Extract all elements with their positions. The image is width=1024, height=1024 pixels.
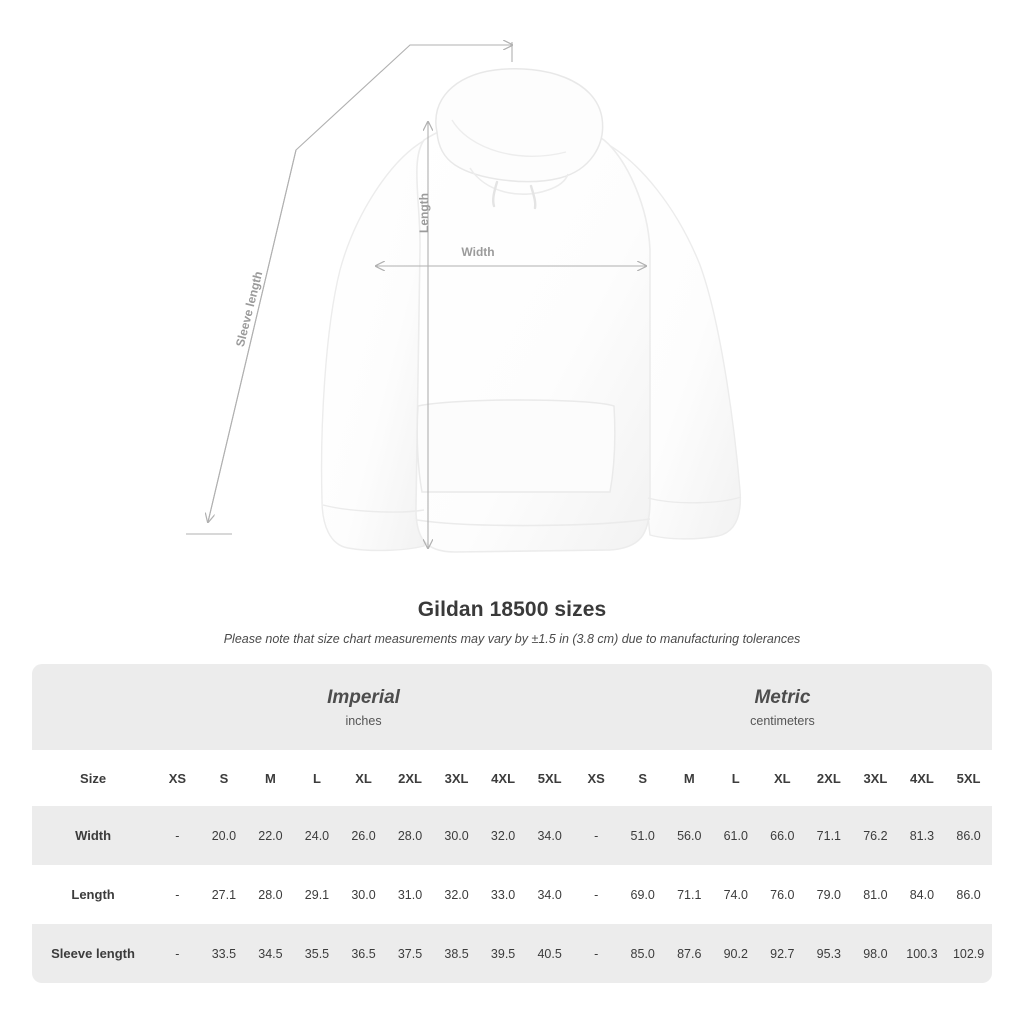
cell-width-imperial-xs: - (154, 806, 201, 865)
cell-width-metric-2xl: 71.1 (806, 806, 853, 865)
cell-length-imperial-4xl: 33.0 (480, 865, 527, 924)
length-label: Length (417, 193, 431, 233)
unit-header-imperial (154, 664, 573, 750)
width-label: Width (461, 245, 495, 259)
cell-length-metric-xs: - (573, 865, 620, 924)
size-header-imperial-l: L (294, 750, 341, 806)
table-row (32, 865, 992, 924)
size-header-imperial-3xl: 3XL (433, 750, 480, 806)
cell-length-metric-2xl: 79.0 (806, 865, 853, 924)
cell-sleeve-imperial-xl: 36.5 (340, 924, 387, 983)
title-block (0, 598, 1024, 646)
cell-sleeve-imperial-m: 34.5 (247, 924, 294, 983)
cell-width-imperial-s: 20.0 (201, 806, 248, 865)
table-row (32, 924, 992, 983)
cell-sleeve-imperial-l: 35.5 (294, 924, 341, 983)
cell-length-metric-m: 71.1 (666, 865, 713, 924)
cell-length-metric-l: 74.0 (713, 865, 760, 924)
cell-sleeve-imperial-2xl: 37.5 (387, 924, 434, 983)
size-header-metric-3xl: 3XL (852, 750, 899, 806)
cell-sleeve-imperial-4xl: 39.5 (480, 924, 527, 983)
size-header-metric-l: L (713, 750, 760, 806)
cell-sleeve-metric-xs: - (573, 924, 620, 983)
cell-width-metric-m: 56.0 (666, 806, 713, 865)
cell-sleeve-metric-xl: 92.7 (759, 924, 806, 983)
cell-width-metric-l: 61.0 (713, 806, 760, 865)
unit-header-metric (573, 664, 992, 750)
cell-length-imperial-5xl: 34.0 (526, 865, 573, 924)
unit-header-blank (32, 664, 154, 750)
cell-width-imperial-4xl: 32.0 (480, 806, 527, 865)
cell-length-imperial-l: 29.1 (294, 865, 341, 924)
cell-width-metric-5xl: 86.0 (945, 806, 992, 865)
size-header-imperial-4xl: 4XL (480, 750, 527, 806)
size-chart-table-wrap (32, 664, 992, 983)
cell-width-imperial-l: 24.0 (294, 806, 341, 865)
cell-width-imperial-2xl: 28.0 (387, 806, 434, 865)
cell-width-imperial-m: 22.0 (247, 806, 294, 865)
cell-sleeve-metric-l: 90.2 (713, 924, 760, 983)
table-row (32, 806, 992, 865)
cell-sleeve-imperial-s: 33.5 (201, 924, 248, 983)
size-header-imperial-2xl: 2XL (387, 750, 434, 806)
size-header-metric-xs: XS (573, 750, 620, 806)
unit-sub-metric: centimeters (750, 713, 815, 728)
cell-sleeve-metric-4xl: 100.3 (899, 924, 946, 983)
size-header-label: Size (32, 750, 154, 806)
cell-length-imperial-xs: - (154, 865, 201, 924)
cell-length-metric-3xl: 81.0 (852, 865, 899, 924)
unit-header-row (32, 664, 992, 750)
size-chart-table (32, 664, 992, 983)
unit-name-imperial: Imperial (327, 686, 400, 708)
size-header-metric-m: M (666, 750, 713, 806)
cell-sleeve-imperial-5xl: 40.5 (526, 924, 573, 983)
cell-length-metric-4xl: 84.0 (899, 865, 946, 924)
cell-length-imperial-2xl: 31.0 (387, 865, 434, 924)
row-label-length: Length (32, 865, 154, 924)
cell-sleeve-metric-3xl: 98.0 (852, 924, 899, 983)
tolerance-note: Please note that size chart measurements may vary by ±1.5 in (3.8 cm) due to manufacturing tolerances (223, 632, 801, 646)
row-label-width: Width (32, 806, 154, 865)
cell-sleeve-metric-m: 87.6 (666, 924, 713, 983)
cell-sleeve-metric-s: 85.0 (619, 924, 666, 983)
size-header-metric-xl: XL (759, 750, 806, 806)
cell-length-metric-5xl: 86.0 (945, 865, 992, 924)
cell-sleeve-metric-5xl: 102.9 (945, 924, 992, 983)
size-header-metric-5xl: 5XL (945, 750, 992, 806)
cell-length-metric-s: 69.0 (619, 865, 666, 924)
unit-sub-imperial: inches (345, 713, 382, 728)
cell-length-metric-xl: 76.0 (759, 865, 806, 924)
size-header-imperial-m: M (247, 750, 294, 806)
cell-width-metric-xl: 66.0 (759, 806, 806, 865)
cell-length-imperial-s: 27.1 (201, 865, 248, 924)
hoodie-body (322, 69, 741, 552)
size-header-metric-s: S (619, 750, 666, 806)
cell-length-imperial-3xl: 32.0 (433, 865, 480, 924)
cell-width-metric-3xl: 76.2 (852, 806, 899, 865)
size-header-imperial-s: S (201, 750, 248, 806)
cell-width-metric-xs: - (573, 806, 620, 865)
cell-sleeve-imperial-3xl: 38.5 (433, 924, 480, 983)
unit-name-metric: Metric (754, 686, 811, 708)
size-header-metric-4xl: 4XL (899, 750, 946, 806)
size-header-imperial-xs: XS (154, 750, 201, 806)
page-title: Gildan 18500 sizes (417, 598, 607, 621)
cell-width-imperial-5xl: 34.0 (526, 806, 573, 865)
sleeve-length-label: Sleeve length (232, 269, 266, 349)
cell-width-metric-s: 51.0 (619, 806, 666, 865)
row-label-sleeve-length: Sleeve length (32, 924, 154, 983)
cell-width-metric-4xl: 81.3 (899, 806, 946, 865)
cell-sleeve-metric-2xl: 95.3 (806, 924, 853, 983)
size-header-metric-2xl: 2XL (806, 750, 853, 806)
size-header-imperial-xl: XL (340, 750, 387, 806)
cell-width-imperial-xl: 26.0 (340, 806, 387, 865)
cell-width-imperial-3xl: 30.0 (433, 806, 480, 865)
cell-length-imperial-m: 28.0 (247, 865, 294, 924)
size-header-row (32, 750, 992, 806)
cell-length-imperial-xl: 30.0 (340, 865, 387, 924)
cell-sleeve-imperial-xs: - (154, 924, 201, 983)
size-header-imperial-5xl: 5XL (526, 750, 573, 806)
